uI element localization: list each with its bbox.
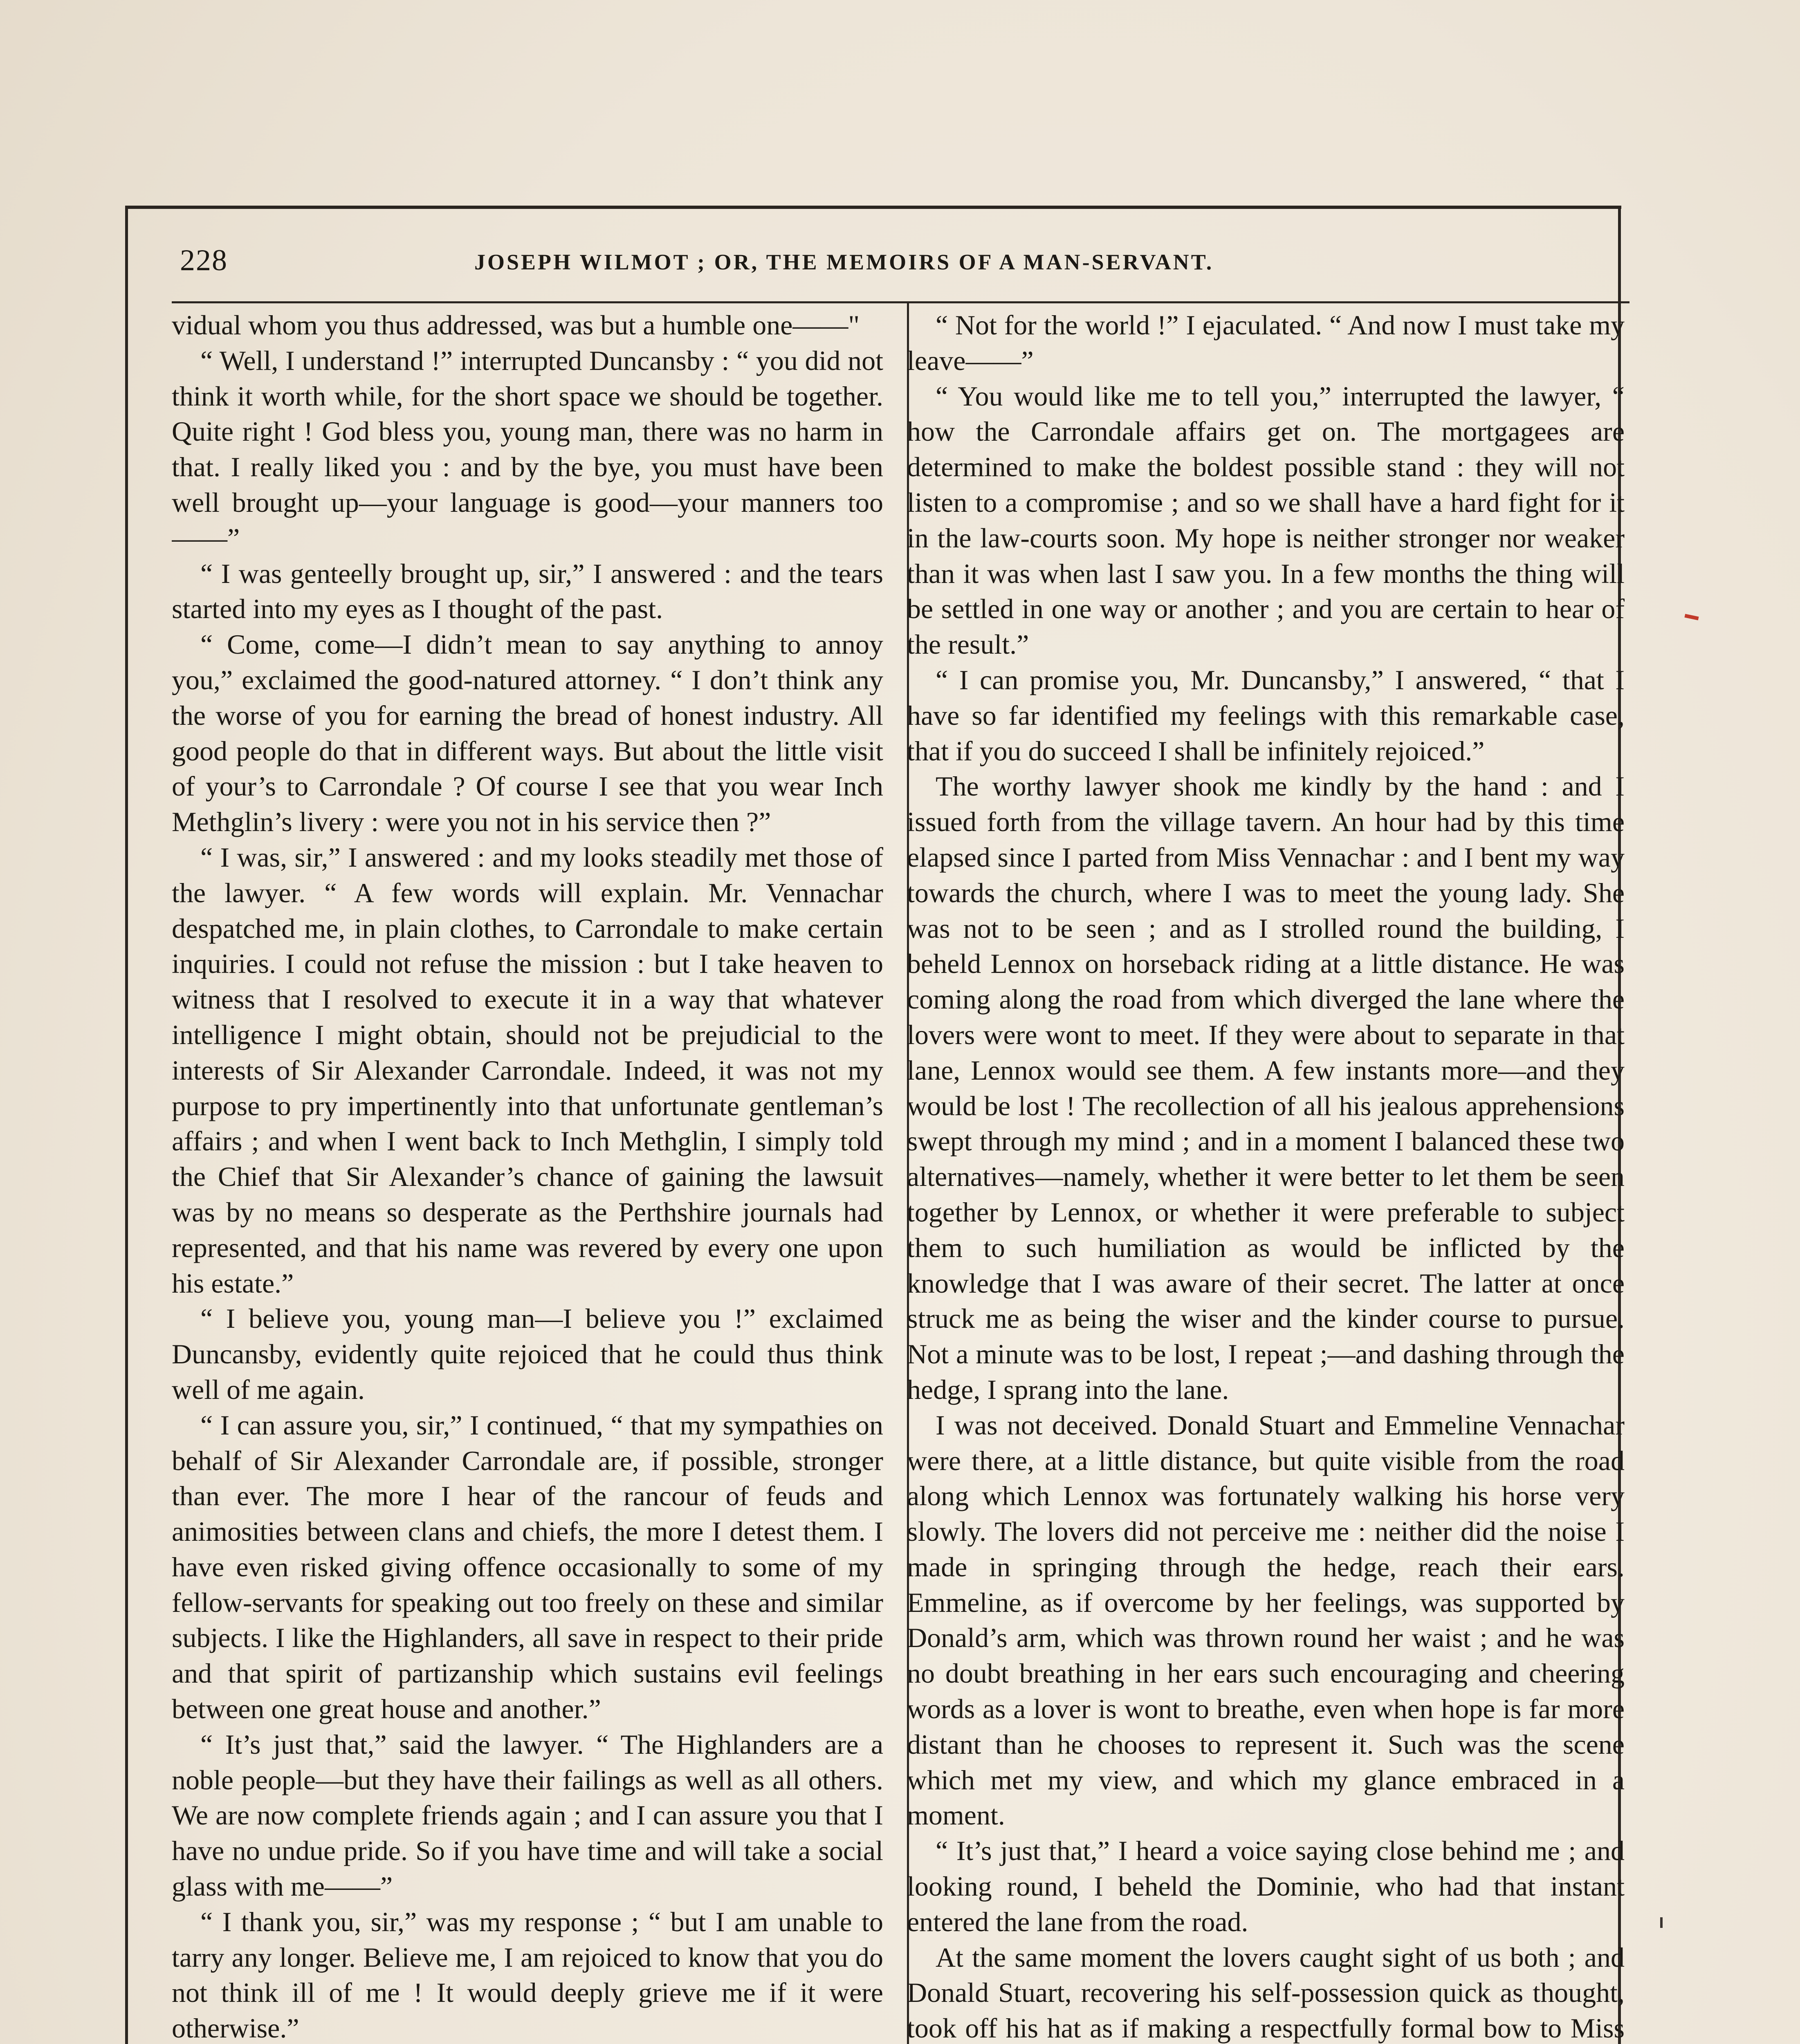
- paragraph: “ I thank you, sir,” was my response ; “ but I am unable to tarry any longer. Believe me, I am rejoiced to know that you do not think ill of me ! It would deeply grieve me if it were otherwise.”: [172, 1906, 883, 2044]
- left-column: [172, 307, 883, 2044]
- margin-mark: [1660, 1917, 1663, 1928]
- paragraph: At the same moment the lovers caught sight of us both ; and Donald Stuart, recovering his self-possession quick as thought, took off his hat as if making a respectfully formal bow to Miss: [907, 1941, 1625, 2044]
- paragraph: “ Come, come—I didn’t mean to say anything to annoy you,” exclaimed the good-natured attorney. “ I don’t think any the worse of you for earning the bread of honest industry. All good people do that in different ways. But about the little visit of your’s to Carrondale ? Of course I see that you wear Inch Methglin’s livery : were you not in his service then ?”: [172, 629, 883, 838]
- paragraph: “ Not for the world !” I ejaculated. “ And now I must take my leave——”: [907, 309, 1625, 376]
- paragraph: “ I can promise you, Mr. Duncansby,” I answered, “ that I have so far identified my feelings with this remarkable case, that if you do succeed I shall be infinitely rejoiced.”: [907, 664, 1625, 766]
- header-rule: [172, 301, 1629, 303]
- page-number: 228: [180, 244, 228, 277]
- paragraph: “ I was genteelly brought up, sir,” I answered : and the tears started into my eyes as I thought of the past.: [172, 558, 883, 625]
- paragraph: “ I can assure you, sir,” I continued, “ that my sympathies on behalf of Sir Alexander Carrondale are, if possible, stronger than ever. The more I hear of the rancour of feuds and animosities between clans and chiefs, the more I detest them. I have even risked giving offence occasionally to some of my fellow-servants for speaking out too freely on these and similar subjects. I like the Highlanders, all save in respect to their pride and that spirit of partizanship which sustains evil feelings between one great house and another.”: [172, 1409, 883, 1725]
- paragraph: “ You would like me to tell you,” interrupted the lawyer, “ how the Carrondale affairs get on. The mortgagees are determined to make the boldest possible stand : they will not listen to a compromise ; and so we shall have a hard fight for it in the law-courts soon. My hope is neither stronger nor weaker than it was when last I saw you. In a few months the thing will be settled in one way or another ; and you are certain to hear of the result.”: [907, 380, 1625, 660]
- paragraph: “ It’s just that,” I heard a voice saying close behind me ; and looking round, I beheld the Dominie, who had that instant entered the lane from the road.: [907, 1835, 1625, 1937]
- paragraph: vidual whom you thus addressed, was but a humble one——": [172, 309, 860, 341]
- paragraph: “ It’s just that,” said the lawyer. “ The Highlanders are a noble people—but they have their failings as well as all others. We are now complete friends again ; and I can assure you that I have no undue pride. So if you have time and will take a social glass with me——”: [172, 1728, 883, 1902]
- running-head: JOSEPH WILMOT ; OR, THE MEMOIRS OF A MAN-SERVANT.: [474, 250, 1214, 274]
- right-column: [907, 307, 1625, 2044]
- page-frame-top: [127, 206, 1621, 209]
- paragraph: The worthy lawyer shook me kindly by the hand : and I issued forth from the village tavern. An hour had by this time elapsed since I parted from Miss Vennachar : and I bent my way towards the church, where I was to meet the young lady. She was not to be seen ; and as I strolled round the building, I beheld Lennox on horseback riding at a little distance. He was coming along the road from which diverged the lane where the lovers were wont to meet. If they were about to separate in that lane, Lennox would see them. A few instants more—and they would be lost ! The recollection of all his jealous apprehensions swept through my mind ; and in a moment I balanced these two alternatives—namely, whether it were better to let them be seen together by Lennox, or whether it were preferable to subject them to such humiliation as would be inflicted by the knowledge that I was aware of their secret. The latter at once struck me as being the wiser and the kinder course to pursue. Not a minute was to be lost, I repeat ;—and dashing through the hedge, I sprang into the lane.: [907, 771, 1625, 1405]
- paragraph: I was not deceived. Donald Stuart and Emmeline Vennachar were there, at a little distance, but quite visible from the road along which Lennox was fortunately walking his horse very slowly. The lovers did not perceive me : neither did the noise I made in springing through the hedge, reach their ears. Emmeline, as if overcome by her feelings, was supported by Donald’s arm, which was thrown round her waist ; and he was no doubt breathing in her ears such encouraging and cheering words as a lover is wont to breathe, even when hope is far more distant than he chooses to represent it. Such was the scene which met my view, and which my glance embraced in a moment.: [907, 1409, 1625, 1831]
- page-frame-left: [125, 206, 128, 2044]
- paragraph: “ I believe you, young man—I believe you !” exclaimed Duncansby, evidently quite rejoiced that he could thus think well of me again.: [172, 1303, 883, 1405]
- paragraph: “ Well, I understand !” interrupted Duncansby : “ you did not think it worth while, for the short space we should be together. Quite right ! God bless you, young man, there was no harm in that. I really liked you : and by the bye, you must have been well brought up—your language is good—your manners too——”: [172, 345, 883, 554]
- paragraph: “ I was, sir,” I answered : and my looks steadily met those of the lawyer. “ A few words will explain. Mr. Vennachar despatched me, in plain clothes, to Carrondale to make certain inquiries. I could not refuse the mission : but I take heaven to witness that I resolved to execute it in a way that whatever intelligence I might obtain, should not be prejudicial to the interests of Sir Alexander Carrondale. Indeed, it was not my purpose to pry impertinently into that unfortunate gentleman’s affairs ; and when I went back to Inch Methglin, I simply told the Chief that Sir Alexander’s chance of gaining the lawsuit was by no means so desperate as the Perthshire journals had represented, and that his name was revered by every one upon his estate.”: [172, 841, 883, 1299]
